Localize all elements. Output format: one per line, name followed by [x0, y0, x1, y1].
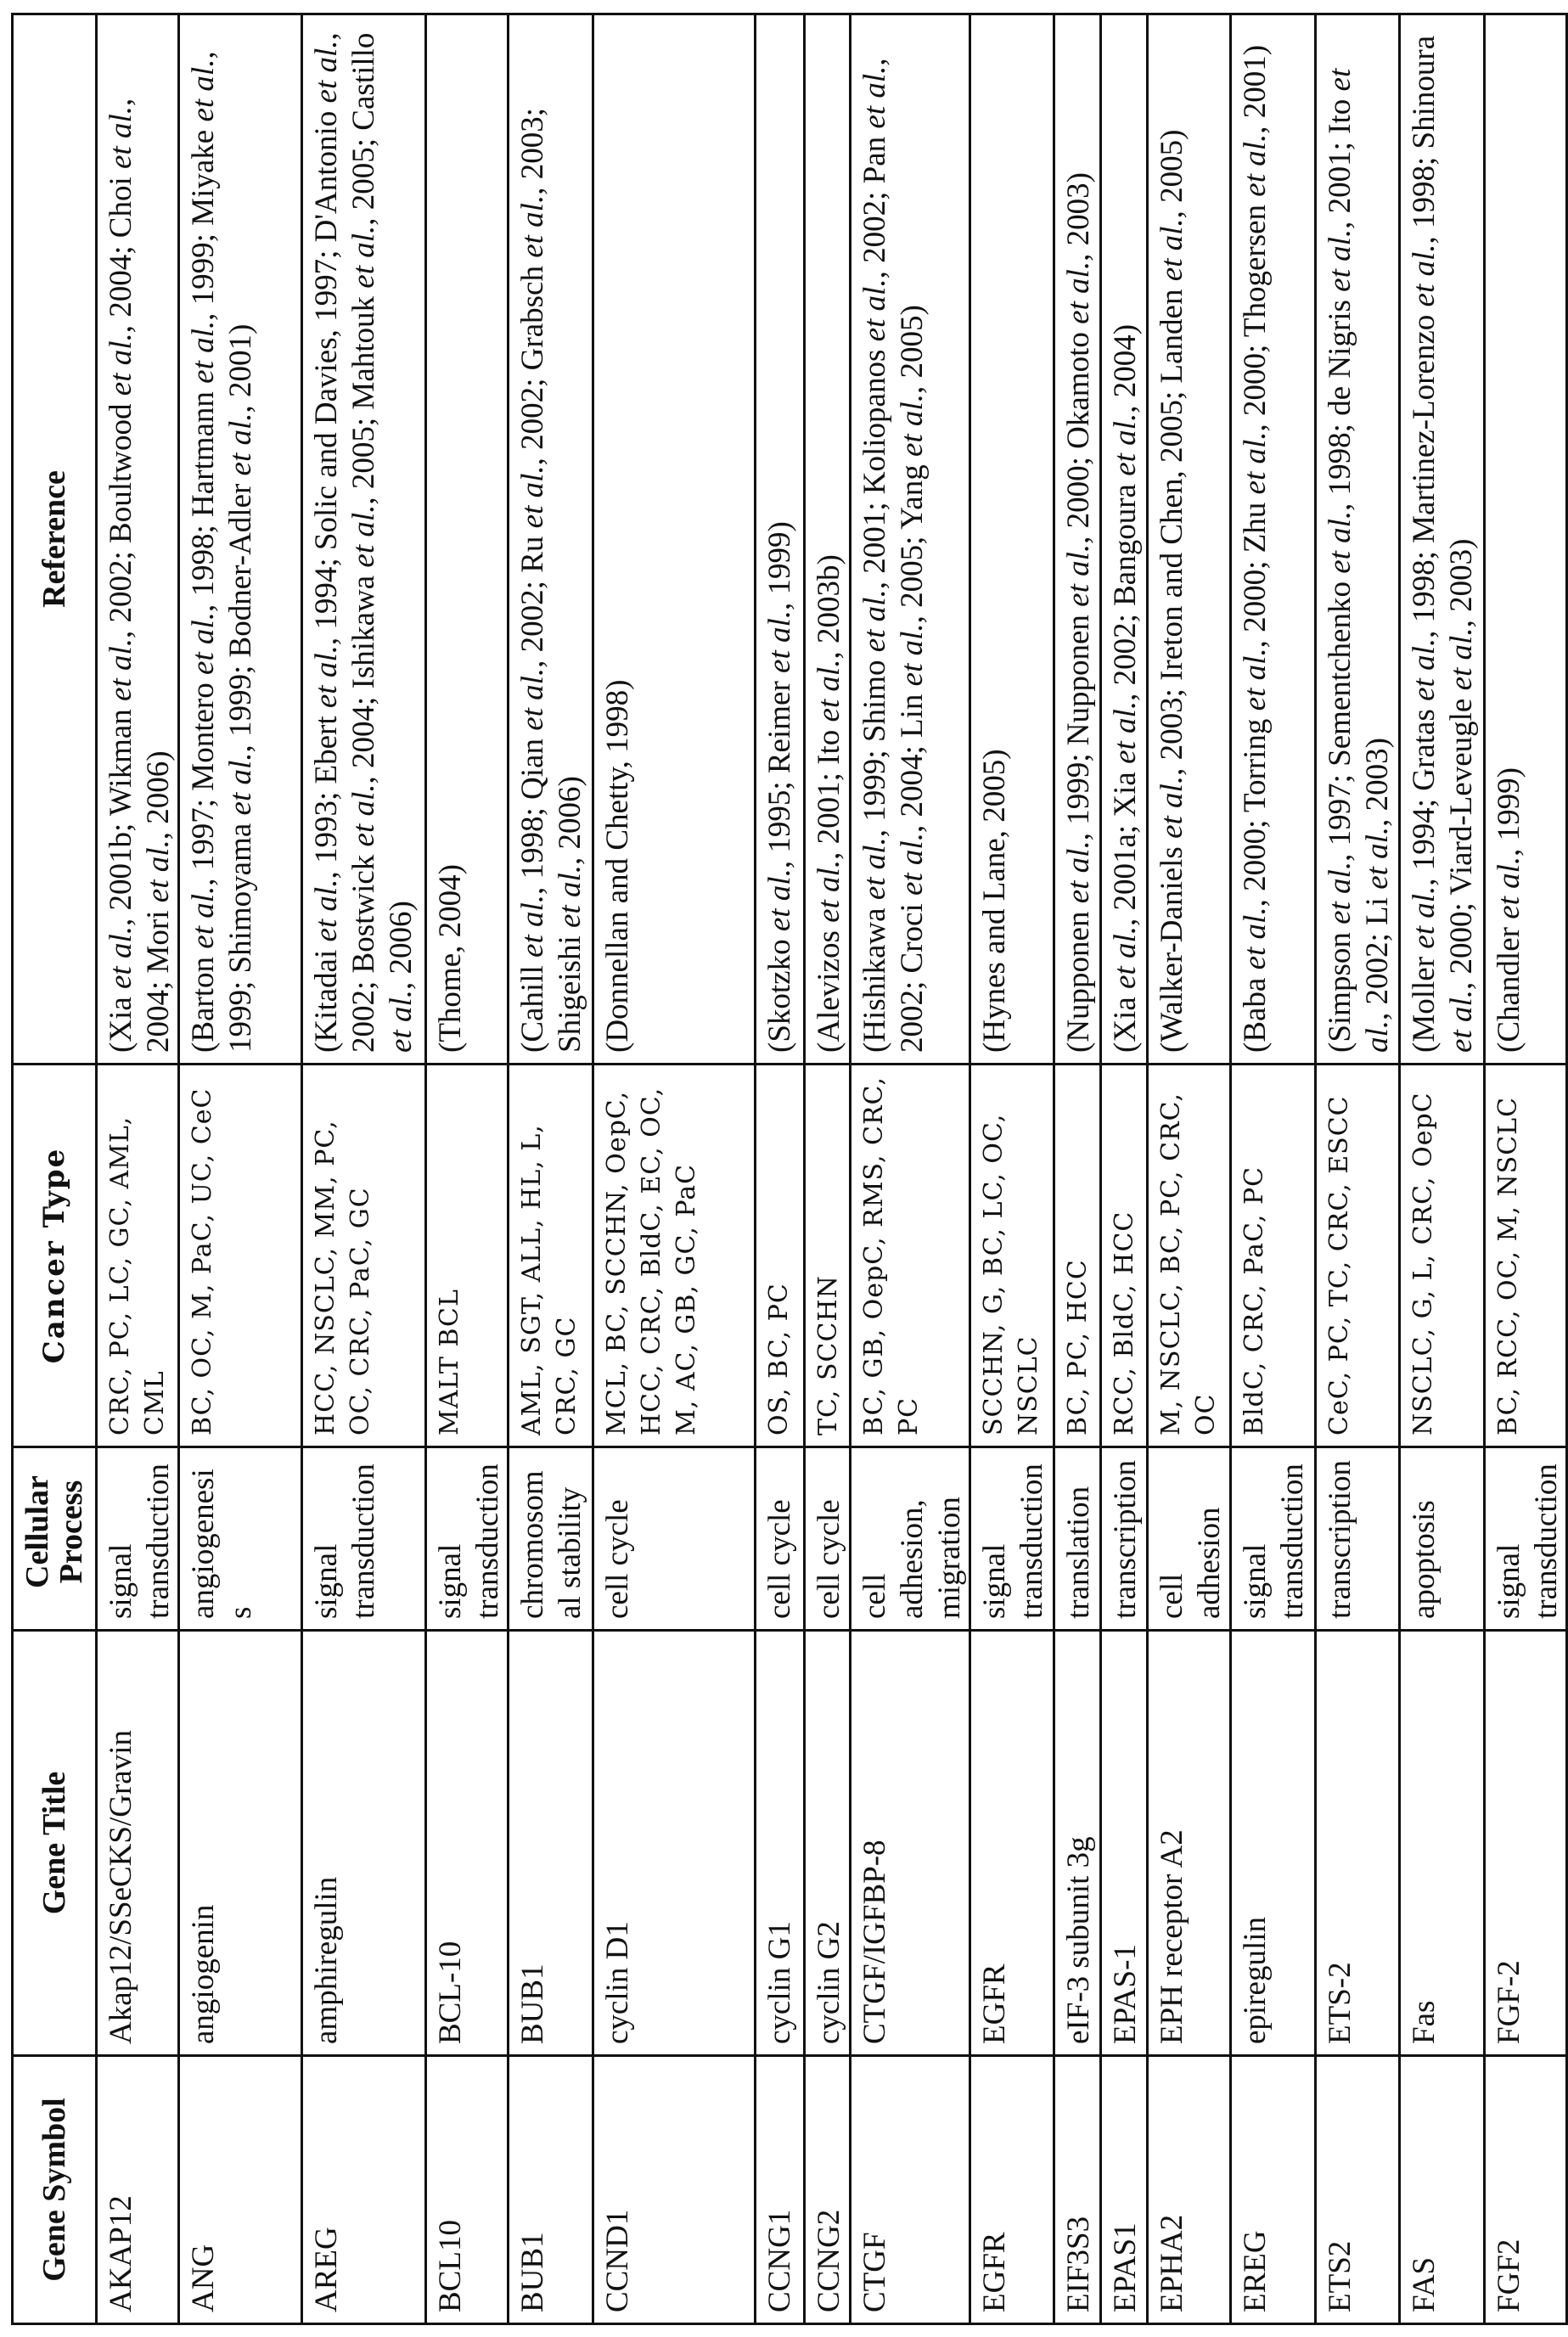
reference-cell: (Cahill et al., 1998; Qian et al., 2002; Ru et al., 2002; Grabsch et al., 2003; Shigeishi et al., 2006) [509, 14, 593, 1065]
cellular-process-cell: signal transduction [970, 1447, 1054, 1631]
gene-symbol-cell: AKAP12 [97, 2056, 179, 2324]
cellular-process-cell: cell cycle [756, 1447, 805, 1631]
cancer-type-cell: SCCHN, G, BC, LC, OC, NSCLC [970, 1065, 1054, 1447]
reference-cell: (Hynes and Lane, 2005) [970, 14, 1054, 1065]
gene-title-cell: EPH receptor A2 [1148, 1631, 1231, 2056]
cellular-process-cell: transcription [1316, 1447, 1400, 1631]
gene-title-cell: cyclin G2 [805, 1631, 851, 2056]
gene-symbol-cell: ETS2 [1316, 2056, 1400, 2324]
table-row [1148, 14, 1231, 2324]
gene-symbol-cell: EGFR [970, 2056, 1054, 2324]
cancer-type-cell: BC, GB, OepC, RMS, CRC, PC [851, 1065, 970, 1447]
cellular-process-cell: cell cycle [593, 1447, 756, 1631]
cancer-type-cell: HCC, NSCLC, MM, PC, OC, CRC, PaC, GC [302, 1065, 426, 1447]
cellular-process-cell: translation [1054, 1447, 1101, 1631]
reference-cell: (Walker-Daniels et al., 2003; Ireton and Chen, 2005; Landen et al., 2005) [1148, 14, 1231, 1065]
reference-cell: (Baba et al., 2000; Torring et al., 2000; Zhu et al., 2000; Thogersen et al., 2001) [1231, 14, 1316, 1065]
cancer-type-cell: BC, OC, M, PaC, UC, CeC [179, 1065, 302, 1447]
cellular-process-cell: cell adhesion [1148, 1447, 1231, 1631]
reference-cell: (Barton et al., 1997; Montero et al., 1998; Hartmann et al., 1999; Miyake et al., 1999; Shimoyama et al., 1999; Bodner-Adler et al., 2001) [179, 14, 302, 1065]
cancer-type-cell: MALT BCL [426, 1065, 509, 1447]
table-row [302, 14, 426, 2324]
header-gene-symbol: Gene Symbol [13, 2056, 97, 2324]
gene-symbol-cell: EIF3S3 [1054, 2056, 1101, 2324]
rotated-table-page [11, 15, 1531, 2325]
reference-cell: (Xia et al., 2001b; Wikman et al., 2002; Boultwood et al., 2004; Choi et al., 2004; Mori et al., 2006) [97, 14, 179, 1065]
cancer-type-cell: NSCLC, G, L, CRC, OepC [1400, 1065, 1485, 1447]
reference-cell: (Hishikawa et al., 1999; Shimo et al., 2001; Koliopanos et al., 2002; Pan et al., 2002; Croci et al., 2004; Lin et al., 2005; Yang et al., 2005) [851, 14, 970, 1065]
cancer-type-cell: BC, RCC, OC, M, NSCLC [1485, 1065, 1567, 1447]
reference-cell: (Moller et al., 1994; Gratas et al., 1998; Martinez-Lorenzo et al., 1998; Shinoura et al., 2000; Viard-Leveugle et al., 2003) [1400, 14, 1485, 1065]
header-gene-title: Gene Title [13, 1631, 97, 2056]
reference-cell: (Nupponen et al., 1999; Nupponen et al., 2000; Okamoto et al., 2003) [1054, 14, 1101, 1065]
gene-title-cell: Fas [1400, 1631, 1485, 2056]
table-row [1231, 14, 1316, 2324]
gene-symbol-cell: EREG [1231, 2056, 1316, 2324]
cancer-type-cell: TC, SCCHN [805, 1065, 851, 1447]
gene-symbol-cell: BCL10 [426, 2056, 509, 2324]
gene-title-cell: FGF-2 [1485, 1631, 1567, 2056]
table-row [593, 14, 756, 2324]
reference-cell: (Kitadai et al., 1993; Ebert et al., 1994; Solic and Davies, 1997; D'Antonio et al., 2002; Bostwick et al., 2004; Ishikawa et al., 2005; Mahtouk et al., 2005; Castillo et al., 2006) [302, 14, 426, 1065]
cellular-process-cell: cell adhesion, migration [851, 1447, 970, 1631]
cellular-process-cell: signal transduction [302, 1447, 426, 1631]
reference-cell: (Xia et al., 2001a; Xia et al., 2002; Bangoura et al., 2004) [1101, 14, 1148, 1065]
gene-title-cell: EPAS-1 [1101, 1631, 1148, 2056]
cellular-process-cell: cell cycle [805, 1447, 851, 1631]
cancer-type-cell: CRC, PC, LC, GC, AML, CML [97, 1065, 179, 1447]
header-cellular-process: Cellular Process [13, 1447, 97, 1631]
cancer-type-cell: AML, SGT, ALL, HL, L, CRC, GC [509, 1065, 593, 1447]
gene-title-cell: ETS-2 [1316, 1631, 1400, 2056]
reference-cell: (Donnellan and Chetty, 1998) [593, 14, 756, 1065]
table-row [1485, 14, 1567, 2324]
cellular-process-cell: signal transduction [1231, 1447, 1316, 1631]
gene-symbol-cell: AREG [302, 2056, 426, 2324]
gene-title-cell: epiregulin [1231, 1631, 1316, 2056]
gene-title-cell: Akap12/SSeCKS/Gravin [97, 1631, 179, 2056]
table-row [1101, 14, 1148, 2324]
cellular-process-cell: transcription [1101, 1447, 1148, 1631]
gene-title-cell: BCL-10 [426, 1631, 509, 2056]
cancer-type-cell: BC, PC, HCC [1054, 1065, 1101, 1447]
table-row [1316, 14, 1400, 2324]
cellular-process-cell: apoptosis [1400, 1447, 1485, 1631]
table-header-row [13, 14, 97, 2324]
cellular-process-cell: signal transduction [426, 1447, 509, 1631]
cancer-type-cell: M, NSCLC, BC, PC, CRC, OC [1148, 1065, 1231, 1447]
gene-symbol-cell: FAS [1400, 2056, 1485, 2324]
cancer-type-cell: MCL, BC, SCCHN, OepC, HCC, CRC, BldC, EC, OC, M, AC, GB, GC, PaC [593, 1065, 756, 1447]
gene-title-cell: BUB1 [509, 1631, 593, 2056]
reference-cell: (Alevizos et al., 2001; Ito et al., 2003b) [805, 14, 851, 1065]
cancer-type-cell: BldC, CRC, PaC, PC [1231, 1065, 1316, 1447]
cellular-process-cell: signal transduction [97, 1447, 179, 1631]
gene-title-cell: CTGF/IGFBP-8 [851, 1631, 970, 2056]
cellular-process-cell: angiogenesis [179, 1447, 302, 1631]
gene-cancer-table [11, 13, 1568, 2325]
gene-symbol-cell: CCND1 [593, 2056, 756, 2324]
table-row [1400, 14, 1485, 2324]
reference-cell: (Thome, 2004) [426, 14, 509, 1065]
cellular-process-cell: chromosomal stability [509, 1447, 593, 1631]
table-row [851, 14, 970, 2324]
gene-title-cell: amphiregulin [302, 1631, 426, 2056]
table-row [970, 14, 1054, 2324]
gene-title-cell: eIF-3 subunit 3g [1054, 1631, 1101, 2056]
header-reference: Reference [13, 14, 97, 1065]
gene-symbol-cell: FGF2 [1485, 2056, 1567, 2324]
gene-symbol-cell: EPAS1 [1101, 2056, 1148, 2324]
cancer-type-cell: CeC, PC, TC, CRC, ESCC [1316, 1065, 1400, 1447]
table-row [426, 14, 509, 2324]
gene-title-cell: angiogenin [179, 1631, 302, 2056]
gene-symbol-cell: ANG [179, 2056, 302, 2324]
reference-cell: (Simpson et al., 1997; Sementchenko et al., 1998; de Nigris et al., 2001; Ito et al., 2002; Li et al., 2003) [1316, 14, 1400, 1065]
table-row [97, 14, 179, 2324]
reference-cell: (Chandler et al., 1999) [1485, 14, 1567, 1065]
table-row [1054, 14, 1101, 2324]
header-cancer-type: Cancer Type [13, 1065, 97, 1447]
table-row [756, 14, 805, 2324]
reference-cell: (Skotzko et al., 1995; Reimer et al., 1999) [756, 14, 805, 1065]
gene-symbol-cell: CCNG1 [756, 2056, 805, 2324]
gene-symbol-cell: CCNG2 [805, 2056, 851, 2324]
cellular-process-cell: signal transduction [1485, 1447, 1567, 1631]
cancer-type-cell: OS, BC, PC [756, 1065, 805, 1447]
gene-symbol-cell: BUB1 [509, 2056, 593, 2324]
cancer-type-cell: RCC, BldC, HCC [1101, 1065, 1148, 1447]
gene-symbol-cell: CTGF [851, 2056, 970, 2324]
gene-title-cell: EGFR [970, 1631, 1054, 2056]
gene-symbol-cell: EPHA2 [1148, 2056, 1231, 2324]
table-row [179, 14, 302, 2324]
gene-title-cell: cyclin D1 [593, 1631, 756, 2056]
table-row [509, 14, 593, 2324]
table-row [805, 14, 851, 2324]
gene-title-cell: cyclin G1 [756, 1631, 805, 2056]
